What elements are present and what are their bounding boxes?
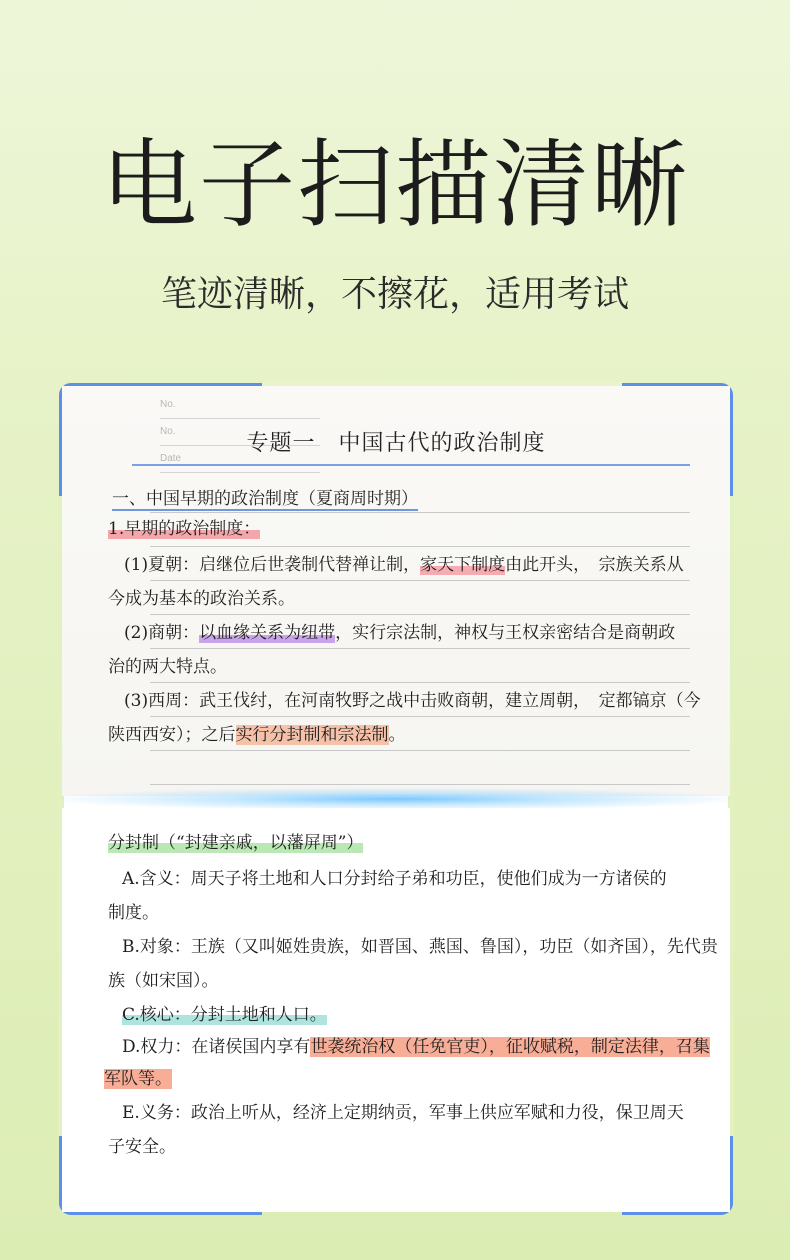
note-line-xia-cont: 今成为基本的政治关系。 [108, 589, 295, 609]
fenfeng-heading: 分封制（“封建亲戚，以藩屏周”） [108, 833, 364, 853]
note-e-line2: 子安全。 [108, 1137, 176, 1157]
note-d-line2: 军队等。 [104, 1069, 172, 1089]
note-line-zhou: (3)西周：武王伐纣，在河南牧野之战中击败商朝，建立周朝， 定都镐京（今 [124, 691, 701, 711]
note-line-zhou-cont: 陕西西安）；之后实行分封制和宗法制。 [108, 725, 406, 745]
note-a-line1: A.含义：周天子将土地和人口分封给子弟和功臣，使他们成为一方诸侯的 [122, 869, 667, 889]
note-b-line1: B.对象：王族（又叫姬姓贵族，如晋国、燕国、鲁国），功臣（如齐国），先代贵 [122, 937, 718, 957]
subheading-early-system: 1.早期的政治制度： [108, 519, 261, 539]
note-line-shang: (2)商朝：以血缘关系为纽带，实行宗法制，神权与王权亲密结合是商朝政 [124, 623, 676, 643]
note-a-line2: 制度。 [108, 903, 159, 923]
note-d-line1: D.权力：在诸侯国内享有世袭统治权（任免官吏），征收赋税，制定法律，召集 [122, 1037, 710, 1057]
note-c-line1: C.核心：分封土地和人口。 [122, 1005, 327, 1025]
note-line-shang-cont: 治的两大特点。 [108, 657, 227, 677]
scan-line-glow [62, 788, 730, 810]
headline: 电子扫描清晰 [101, 129, 689, 241]
field-no-2: No. [160, 419, 320, 446]
note-e-line1: E.义务：政治上听从，经济上定期纳贡，军事上供应军赋和力役，保卫周天 [122, 1103, 684, 1123]
field-no-1: No. [160, 392, 320, 419]
scanned-digital-page [62, 808, 730, 1212]
note-line-xia: (1)夏朝：启继位后世袭制代替禅让制，家天下制度由此开头， 宗族关系从 [124, 555, 684, 575]
subheadline: 笔迹清晰，不擦花，适用考试 [160, 274, 629, 315]
note-b-line2: 族（如宋国）。 [108, 971, 219, 991]
section-heading: 一、中国早期的政治制度（夏商周时期） [112, 489, 418, 509]
notes-title: 专题一 中国古代的政治制度 [246, 431, 546, 456]
scanned-notebook-page [62, 386, 730, 796]
field-date: Date [160, 446, 320, 473]
